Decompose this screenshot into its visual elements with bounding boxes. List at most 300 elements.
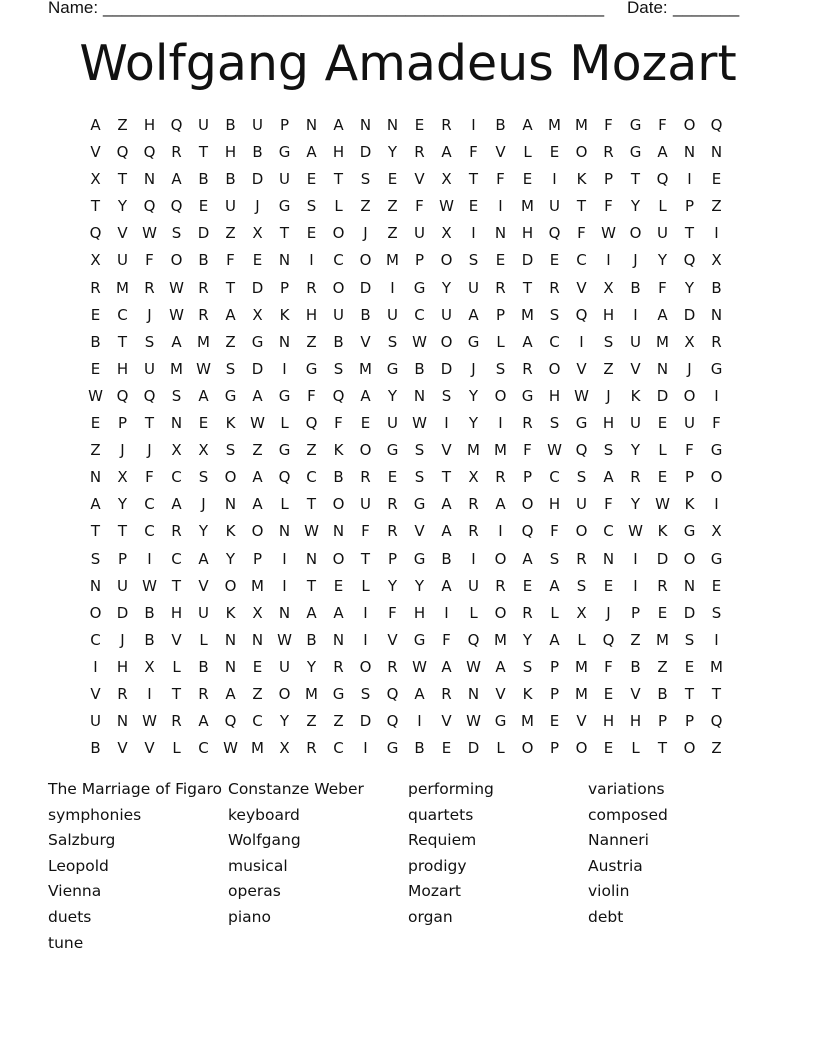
grid-letter: I <box>444 414 449 433</box>
grid-letter: D <box>116 603 129 622</box>
grid-letter: C <box>333 739 344 758</box>
grid-letter: V <box>414 522 425 541</box>
grid-letter: T <box>711 684 722 703</box>
grid-letter: T <box>279 224 290 243</box>
grid-letter: R <box>522 603 533 622</box>
grid-letter: T <box>198 143 209 162</box>
grid-letter: D <box>359 278 372 297</box>
grid-letter: M <box>656 630 669 649</box>
grid-letter: B <box>414 739 425 758</box>
grid-letter: Q <box>521 522 534 541</box>
grid-letter: Y <box>117 495 128 514</box>
grid-letter: L <box>280 414 289 433</box>
grid-letter: U <box>630 414 641 433</box>
grid-letter: M <box>494 630 507 649</box>
word-list-item: operas <box>228 882 281 901</box>
grid-letter: E <box>657 414 668 433</box>
grid-letter: V <box>630 359 641 378</box>
grid-letter: V <box>117 739 128 758</box>
grid-letter: W <box>601 224 616 243</box>
grid-letter: B <box>630 657 641 676</box>
grid-letter: V <box>441 441 452 460</box>
grid-letter: K <box>225 414 236 433</box>
word-list-item: Requiem <box>408 831 477 850</box>
grid-letter: O <box>521 739 534 758</box>
grid-letter: O <box>575 739 588 758</box>
grid-letter: J <box>363 224 368 243</box>
grid-letter: S <box>144 332 155 351</box>
grid-letter: N <box>359 116 372 134</box>
grid-letter: L <box>550 603 559 622</box>
grid-letter: A <box>549 576 560 595</box>
grid-letter: G <box>224 386 237 405</box>
word-list-item: organ <box>408 907 453 926</box>
grid-letter: M <box>521 305 534 324</box>
grid-letter: M <box>494 441 507 460</box>
grid-letter: L <box>361 576 370 595</box>
grid-letter: R <box>414 143 425 162</box>
grid-letter: S <box>387 332 398 351</box>
grid-letter: Q <box>305 414 318 433</box>
grid-letter: I <box>471 116 476 134</box>
grid-letter: E <box>306 170 317 189</box>
grid-letter: N <box>386 116 399 134</box>
grid-letter: N <box>170 414 183 433</box>
grid-letter: Y <box>684 278 695 297</box>
grid-letter: B <box>90 332 101 351</box>
grid-letter: Q <box>170 197 183 216</box>
grid-letter: N <box>332 522 345 541</box>
grid-letter: I <box>714 386 719 405</box>
grid-letter: Y <box>468 386 479 405</box>
word-list-item: musical <box>228 856 288 875</box>
grid-letter: I <box>363 630 368 649</box>
grid-letter: J <box>633 251 638 270</box>
grid-letter: O <box>521 495 534 514</box>
grid-letter: U <box>117 251 128 270</box>
grid-letter: S <box>603 332 614 351</box>
grid-letter: Q <box>656 170 669 189</box>
grid-letter: R <box>171 522 182 541</box>
word-list-item: performing <box>408 780 494 798</box>
grid-letter: E <box>549 251 560 270</box>
grid-letter: G <box>278 143 291 162</box>
grid-letter: V <box>117 224 128 243</box>
grid-letter: T <box>684 684 695 703</box>
grid-letter: E <box>711 576 722 595</box>
grid-letter: C <box>603 522 614 541</box>
grid-letter: F <box>604 657 613 676</box>
grid-letter: M <box>251 576 264 595</box>
grid-letter: V <box>441 712 452 731</box>
grid-letter: N <box>494 224 507 243</box>
grid-letter: Q <box>143 143 156 162</box>
grid-letter: K <box>630 386 641 405</box>
word-list-item: Nanneri <box>588 831 649 850</box>
grid-letter: N <box>278 251 291 270</box>
grid-letter: R <box>468 495 479 514</box>
grid-letter: U <box>198 603 209 622</box>
grid-letter: R <box>468 522 479 541</box>
date-label: Date: <box>627 0 668 17</box>
grid-letter: W <box>412 657 427 676</box>
grid-letter: B <box>144 603 155 622</box>
grid-letter: F <box>442 630 451 649</box>
grid-letter: S <box>90 549 101 568</box>
grid-letter: J <box>120 630 125 649</box>
grid-letter: Z <box>306 441 317 460</box>
grid-letter: X <box>252 224 263 243</box>
grid-letter: S <box>306 197 317 216</box>
grid-letter: Y <box>630 197 641 216</box>
grid-letter: G <box>386 739 399 758</box>
grid-letter: B <box>225 116 236 134</box>
grid-letter: Q <box>710 712 723 731</box>
grid-letter: T <box>117 332 128 351</box>
word-list-item: Constanze Weber <box>228 780 364 798</box>
grid-letter: F <box>604 197 613 216</box>
grid-letter: E <box>387 170 398 189</box>
grid-letter: U <box>360 495 371 514</box>
grid-letter: N <box>710 305 723 324</box>
grid-letter: H <box>629 712 642 731</box>
grid-letter: W <box>223 739 238 758</box>
grid-letter: B <box>198 170 209 189</box>
grid-letter: E <box>387 468 398 487</box>
grid-letter: I <box>309 251 314 270</box>
grid-letter: R <box>630 468 641 487</box>
grid-letter: E <box>522 170 533 189</box>
grid-letter: Z <box>387 197 398 216</box>
grid-letter: L <box>658 441 667 460</box>
grid-letter: O <box>332 224 345 243</box>
grid-letter: E <box>657 603 668 622</box>
grid-letter: E <box>549 712 560 731</box>
grid-letter: I <box>282 576 287 595</box>
grid-letter: E <box>198 197 209 216</box>
grid-letter: S <box>333 359 344 378</box>
grid-letter: S <box>684 630 695 649</box>
grid-letter: M <box>575 657 588 676</box>
grid-letter: Q <box>170 116 183 134</box>
grid-letter: V <box>414 170 425 189</box>
grid-letter: C <box>549 468 560 487</box>
grid-letter: Q <box>467 630 480 649</box>
grid-letter: O <box>359 441 372 460</box>
grid-letter: E <box>90 414 101 433</box>
grid-letter: N <box>683 143 696 162</box>
grid-letter: Q <box>386 684 399 703</box>
grid-letter: N <box>89 468 102 487</box>
grid-letter: I <box>633 305 638 324</box>
grid-letter: B <box>90 739 101 758</box>
grid-letter: E <box>90 359 101 378</box>
grid-letter: V <box>576 712 587 731</box>
grid-letter: P <box>603 170 614 189</box>
grid-letter: Z <box>360 197 371 216</box>
grid-letter: I <box>363 739 368 758</box>
grid-letter: V <box>630 684 641 703</box>
grid-letter: M <box>710 657 723 676</box>
grid-letter: X <box>441 170 452 189</box>
grid-letter: T <box>171 684 182 703</box>
grid-letter: U <box>117 576 128 595</box>
grid-letter: M <box>575 684 588 703</box>
grid-letter: P <box>684 712 695 731</box>
grid-letter: F <box>469 143 478 162</box>
grid-letter: C <box>171 468 182 487</box>
grid-letter: K <box>279 305 290 324</box>
grid-letter: E <box>495 251 506 270</box>
grid-letter: S <box>225 359 236 378</box>
grid-letter: X <box>279 739 290 758</box>
grid-letter: E <box>360 414 371 433</box>
grid-letter: U <box>387 305 398 324</box>
grid-letter: I <box>714 495 719 514</box>
grid-letter: D <box>656 549 669 568</box>
grid-letter: O <box>332 278 345 297</box>
grid-letter: L <box>631 739 640 758</box>
grid-letter: E <box>549 143 560 162</box>
grid-letter: W <box>196 359 211 378</box>
grid-letter: F <box>523 441 532 460</box>
grid-letter: M <box>116 278 129 297</box>
grid-letter: U <box>684 414 695 433</box>
grid-letter: C <box>576 251 587 270</box>
grid-letter: D <box>521 251 534 270</box>
grid-letter: O <box>629 224 642 243</box>
grid-letter: K <box>225 603 236 622</box>
grid-letter: N <box>413 386 426 405</box>
word-list-item: symphonies <box>48 805 142 824</box>
grid-letter: Q <box>89 224 102 243</box>
grid-letter: U <box>279 170 290 189</box>
grid-letter: W <box>574 386 589 405</box>
grid-letter: R <box>333 657 344 676</box>
grid-letter: W <box>547 441 562 460</box>
grid-letter: S <box>198 468 209 487</box>
grid-letter: G <box>575 414 588 433</box>
grid-letter: A <box>522 549 533 568</box>
grid-letter: Q <box>386 712 399 731</box>
grid-letter: J <box>606 603 611 622</box>
grid-letter: S <box>576 576 587 595</box>
grid-letter: A <box>657 305 668 324</box>
grid-letter: V <box>144 739 155 758</box>
grid-letter: F <box>658 116 667 134</box>
grid-letter: W <box>169 305 184 324</box>
grid-letter: P <box>630 603 641 622</box>
page-title: Wolfgang Amadeus Mozart <box>79 35 737 92</box>
grid-letter: A <box>441 657 452 676</box>
grid-letter: U <box>387 414 398 433</box>
grid-letter: Z <box>711 197 722 216</box>
grid-letter: P <box>657 712 668 731</box>
grid-letter: F <box>307 386 316 405</box>
grid-letter: M <box>386 251 399 270</box>
grid-letter: S <box>171 224 182 243</box>
grid-letter: U <box>333 305 344 324</box>
grid-letter: F <box>658 278 667 297</box>
grid-letter: T <box>630 170 641 189</box>
grid-letter: M <box>521 712 534 731</box>
grid-letter: P <box>117 549 128 568</box>
grid-letter: E <box>306 224 317 243</box>
grid-letter: P <box>279 116 290 134</box>
grid-letter: I <box>714 630 719 649</box>
grid-letter: P <box>549 739 560 758</box>
grid-letter: X <box>144 657 155 676</box>
name-blank-line: _____________________________________________________ <box>103 0 605 17</box>
grid-letter: U <box>144 359 155 378</box>
grid-letter: U <box>468 576 479 595</box>
grid-letter: Z <box>90 441 101 460</box>
grid-letter: O <box>494 549 507 568</box>
grid-letter: F <box>388 603 397 622</box>
grid-letter: A <box>252 468 263 487</box>
grid-letter: Q <box>332 386 345 405</box>
grid-letter: D <box>251 278 264 297</box>
grid-letter: G <box>521 386 534 405</box>
grid-letter: L <box>496 739 505 758</box>
grid-letter: P <box>387 549 398 568</box>
grid-letter: F <box>415 197 424 216</box>
grid-letter: J <box>120 441 125 460</box>
grid-letter: X <box>252 305 263 324</box>
grid-letter: R <box>198 305 209 324</box>
grid-letter: C <box>117 305 128 324</box>
grid-letter: I <box>633 576 638 595</box>
grid-letter: R <box>441 684 452 703</box>
grid-letter: S <box>414 468 425 487</box>
grid-letter: I <box>147 684 152 703</box>
grid-letter: C <box>144 522 155 541</box>
grid-letter: G <box>251 332 264 351</box>
grid-letter: Q <box>143 386 156 405</box>
grid-letter: A <box>198 386 209 405</box>
grid-letter: J <box>255 197 260 216</box>
grid-letter: W <box>412 414 427 433</box>
grid-letter: Q <box>710 116 723 134</box>
grid-letter: W <box>142 224 157 243</box>
grid-letter: J <box>147 441 152 460</box>
grid-letter: I <box>282 549 287 568</box>
grid-letter: P <box>414 251 425 270</box>
grid-letter: N <box>278 522 291 541</box>
grid-letter: E <box>711 170 722 189</box>
grid-letter: R <box>387 495 398 514</box>
grid-letter: S <box>711 603 722 622</box>
grid-letter: I <box>444 603 449 622</box>
grid-letter: P <box>549 684 560 703</box>
grid-letter: Q <box>575 305 588 324</box>
grid-letter: E <box>414 116 425 134</box>
grid-letter: R <box>198 278 209 297</box>
word-list-item: violin <box>588 882 630 901</box>
grid-letter: Z <box>117 116 128 134</box>
grid-letter: Z <box>657 657 668 676</box>
grid-letter: R <box>117 684 128 703</box>
grid-letter: T <box>117 522 128 541</box>
grid-letter: O <box>170 251 183 270</box>
word-list-item: The Marriage of Figaro <box>48 780 223 798</box>
grid-letter: W <box>412 332 427 351</box>
grid-letter: T <box>306 576 317 595</box>
grid-letter: L <box>523 143 532 162</box>
grid-letter: U <box>576 495 587 514</box>
grid-letter: T <box>333 170 344 189</box>
grid-letter: G <box>386 359 399 378</box>
grid-letter: W <box>277 630 292 649</box>
grid-letter: C <box>144 495 155 514</box>
word-list-item: duets <box>48 907 92 926</box>
grid-letter: G <box>629 143 642 162</box>
word-list-item: piano <box>228 907 271 926</box>
grid-letter: B <box>630 278 641 297</box>
grid-letter: V <box>576 359 587 378</box>
grid-letter: U <box>279 657 290 676</box>
grid-letter: P <box>522 468 533 487</box>
grid-letter: N <box>116 712 129 731</box>
grid-letter: Y <box>657 251 668 270</box>
grid-letter: T <box>684 224 695 243</box>
grid-letter: W <box>250 414 265 433</box>
grid-letter: W <box>439 197 454 216</box>
grid-letter: F <box>604 495 613 514</box>
word-list-item: keyboard <box>228 805 300 824</box>
grid-letter: G <box>710 549 723 568</box>
grid-letter: D <box>656 386 669 405</box>
grid-letter: L <box>577 630 586 649</box>
grid-letter: I <box>417 712 422 731</box>
grid-letter: U <box>441 305 452 324</box>
grid-letter: H <box>305 305 318 324</box>
grid-letter: Q <box>224 712 237 731</box>
grid-letter: S <box>441 386 452 405</box>
grid-letter: R <box>522 414 533 433</box>
grid-letter: H <box>170 603 183 622</box>
grid-letter: A <box>171 495 182 514</box>
grid-letter: B <box>225 170 236 189</box>
grid-letter: O <box>440 332 453 351</box>
grid-letter: A <box>198 712 209 731</box>
grid-letter: E <box>657 468 668 487</box>
grid-letter: S <box>549 549 560 568</box>
grid-letter: S <box>549 414 560 433</box>
grid-letter: Y <box>630 441 641 460</box>
grid-letter: G <box>305 359 318 378</box>
grid-letter: F <box>496 170 505 189</box>
grid-letter: G <box>278 197 291 216</box>
grid-letter: R <box>387 522 398 541</box>
grid-letter: F <box>604 116 613 134</box>
grid-letter: Q <box>548 224 561 243</box>
grid-letter: B <box>414 359 425 378</box>
grid-letter: Q <box>683 251 696 270</box>
grid-letter: T <box>360 549 371 568</box>
grid-letter: P <box>117 414 128 433</box>
grid-letter: N <box>224 630 237 649</box>
grid-letter: A <box>333 116 344 134</box>
grid-letter: R <box>576 549 587 568</box>
grid-letter: R <box>522 359 533 378</box>
grid-letter: Y <box>441 278 452 297</box>
grid-letter: G <box>629 116 642 134</box>
grid-letter: L <box>496 332 505 351</box>
grid-letter: Z <box>711 739 722 758</box>
grid-letter: X <box>711 251 722 270</box>
grid-letter: J <box>606 386 611 405</box>
